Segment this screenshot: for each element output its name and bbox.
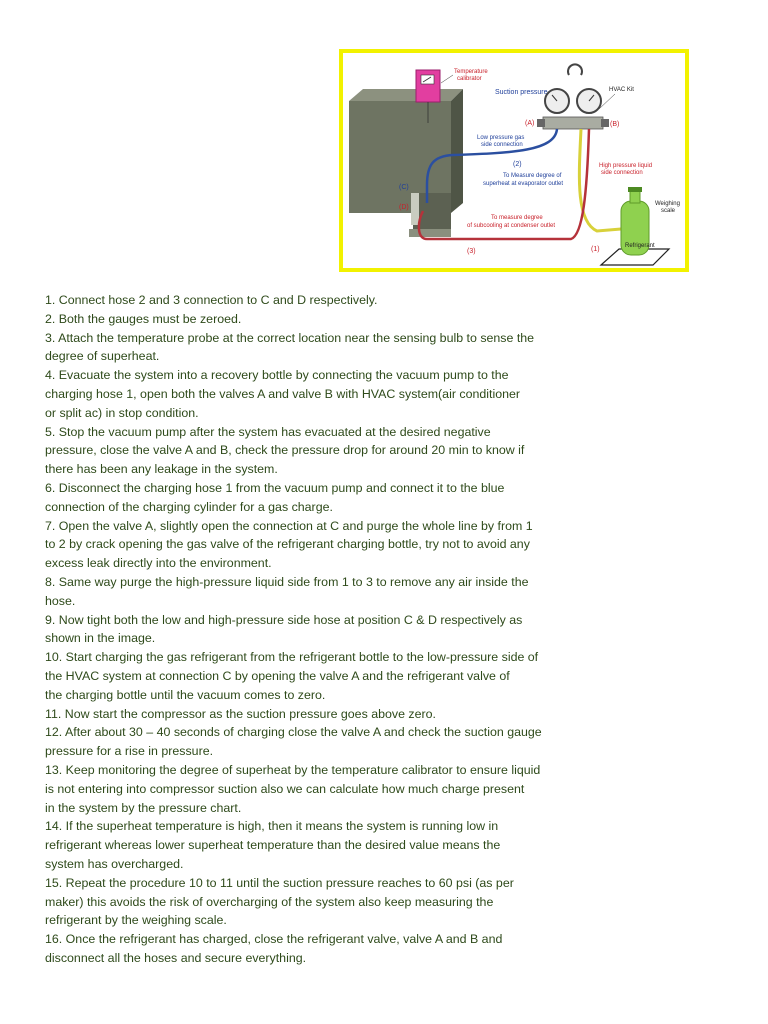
- step-line: pressure, close the valve A and B, check the pressure drop for around 20 min to know if: [45, 443, 525, 458]
- procedure-steps: [45, 291, 565, 968]
- step-line: 15. Repeat the procedure 10 to 11 until the suction pressure reaches to 60 psi (as per: [45, 875, 514, 890]
- step-line: the HVAC system at connection C by opening the valve A and the refrigerant valve of: [45, 668, 510, 683]
- step-line: hose.: [45, 593, 76, 608]
- gauge-b-label: (B): [610, 121, 620, 128]
- step-line: 3. Attach the temperature probe at the correct location near the sensing bulb to sense the: [45, 330, 535, 345]
- step-line: 13. Keep monitoring the degree of superheat by the temperature calibrator to ensure liquid: [45, 762, 541, 777]
- step-line: disconnect all the hoses and secure everything.: [45, 950, 307, 965]
- step-line: 16. Once the refrigerant has charged, close the refrigerant valve, valve A and B and: [45, 932, 503, 947]
- gauge-a-label: (A): [525, 120, 535, 127]
- step-line: 8. Same way purge the high-pressure liquid side from 1 to 3 to remove any air inside the: [45, 574, 529, 589]
- step-line: 9. Now tight both the low and high-pressure side hose at position C & D respectively as: [45, 612, 523, 627]
- diagram-canvas: [343, 53, 685, 268]
- step-line: to 2 by crack opening the gas valve of the refrigerant charging bottle, try not to avoid any: [45, 537, 530, 552]
- refrigerant-cylinder: [601, 187, 669, 265]
- temperature-calibrator-label: Temperature calibrator: [454, 69, 488, 82]
- step-line: maker) this avoids the risk of overcharging of the system also keep measuring the: [45, 894, 494, 909]
- step-line: refrigerant whereas lower superheat temperature than the desired value means the: [45, 838, 501, 853]
- step-line: 10. Start charging the gas refrigerant from the refrigerant bottle to the low-pressure side of: [45, 650, 539, 665]
- step-line: 11. Now start the compressor as the suction pressure goes above zero.: [45, 706, 436, 721]
- hose-3-label: (3): [467, 248, 476, 255]
- suction-pressure-label: Suction pressure: [495, 89, 548, 96]
- connection-d-label: (D): [399, 204, 409, 211]
- manifold-gauge: [537, 64, 609, 129]
- step-line: 14. If the superheat temperature is high, then it means the system is running low in: [45, 819, 499, 834]
- weighing-scale-label: Weighing scale: [655, 201, 680, 214]
- step-line: refrigerant by the weighing scale.: [45, 913, 227, 928]
- step-line: 7. Open the valve A, slightly open the connection at C and purge the whole line by from 1: [45, 518, 533, 533]
- high-pressure-label: High pressure liquid side connection: [599, 163, 653, 176]
- step-line: 4. Evacuate the system into a recovery bottle by connecting the vacuum pump to the: [45, 368, 509, 383]
- step-line: 6. Disconnect the charging hose 1 from the vacuum pump and connect it to the blue: [45, 480, 505, 495]
- step-line: degree of superheat.: [45, 349, 160, 364]
- outdoor-unit: [349, 89, 463, 237]
- step-line: 1. Connect hose 2 and 3 connection to C and D respectively.: [45, 293, 378, 307]
- connection-c-label: (C): [399, 184, 409, 191]
- hvac-kit-label: HVAC Kit: [609, 87, 634, 93]
- low-pressure-label: Low pressure gas side connection: [477, 135, 525, 148]
- step-line: in the system by the pressure chart.: [45, 800, 242, 815]
- step-line: is not entering into compressor suction also we can calculate how much charge present: [45, 781, 525, 796]
- step-line: there has been any leakage in the system.: [45, 462, 278, 477]
- superheat-label: To Measure degree of superheat at evaporator outlet: [483, 173, 564, 187]
- step-line: pressure for a rise in pressure.: [45, 744, 214, 759]
- subcooling-label: To measure degree of subcooling at condenser outlet: [467, 215, 556, 229]
- step-line: shown in the image.: [45, 631, 156, 646]
- refrigerant-label: Refrigerant: [625, 243, 655, 249]
- step-line: the charging bottle until the vacuum comes to zero.: [45, 687, 326, 702]
- hose-1-label: (1): [591, 246, 600, 253]
- hose-2-label: (2): [513, 161, 522, 168]
- step-line: or split ac) in stop condition.: [45, 405, 199, 420]
- step-line: system has overcharged.: [45, 856, 184, 871]
- step-line: 12. After about 30 – 40 seconds of charging close the valve A and check the suction gauge: [45, 725, 542, 740]
- step-line: 5. Stop the vacuum pump after the system has evacuated at the desired negative: [45, 424, 491, 439]
- step-line: excess leak directly into the environment.: [45, 556, 272, 571]
- hvac-charging-diagram: [339, 49, 689, 272]
- step-line: connection of the charging cylinder for a gas charge.: [45, 499, 333, 514]
- step-line: 2. Both the gauges must be zeroed.: [45, 311, 242, 326]
- step-line: charging hose 1, open both the valves A and valve B with HVAC system(air conditioner: [45, 386, 521, 401]
